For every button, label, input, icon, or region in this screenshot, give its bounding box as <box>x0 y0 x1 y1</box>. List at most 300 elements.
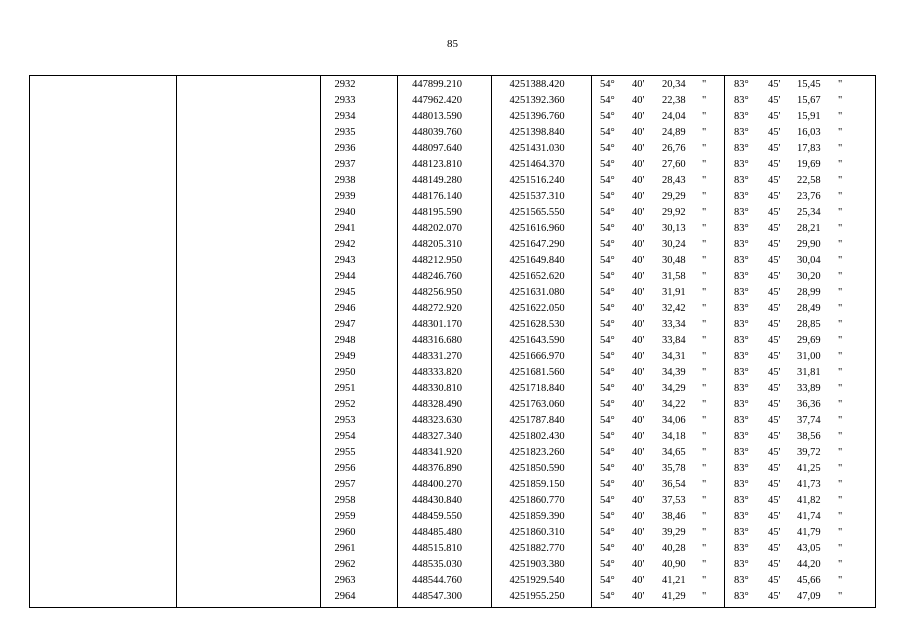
point-number: 2942 <box>334 239 356 250</box>
longitude-seconds-mark: " <box>838 447 843 458</box>
longitude-minutes: 45' <box>768 543 781 554</box>
latitude-seconds-mark: " <box>702 383 707 394</box>
point-number: 2947 <box>334 319 356 330</box>
x-coordinate: 448330.810 <box>412 383 462 394</box>
latitude-seconds-mark: " <box>702 127 707 138</box>
latitude-seconds: 41,29 <box>662 591 686 602</box>
longitude-seconds-mark: " <box>838 255 843 266</box>
x-coordinate: 448195.590 <box>412 207 462 218</box>
longitude-degrees: 83° <box>734 591 749 602</box>
x-coordinate: 448327.340 <box>412 431 462 442</box>
longitude-seconds: 29,90 <box>797 239 821 250</box>
longitude-seconds: 28,21 <box>797 223 821 234</box>
latitude-degrees: 54° <box>600 111 615 122</box>
point-number: 2958 <box>334 495 356 506</box>
point-number: 2957 <box>334 479 356 490</box>
longitude-minutes: 45' <box>768 495 781 506</box>
latitude-seconds-mark: " <box>702 527 707 538</box>
latitude-degrees: 54° <box>600 511 615 522</box>
latitude-seconds: 24,89 <box>662 127 686 138</box>
longitude-degrees: 83° <box>734 335 749 346</box>
latitude-minutes: 40' <box>632 143 645 154</box>
latitude-minutes: 40' <box>632 159 645 170</box>
latitude-degrees: 54° <box>600 95 615 106</box>
table-row <box>30 509 875 525</box>
longitude-minutes: 45' <box>768 335 781 346</box>
table-row <box>30 237 875 253</box>
longitude-seconds: 41,79 <box>797 527 821 538</box>
latitude-seconds: 26,76 <box>662 143 686 154</box>
y-coordinate: 4251392.360 <box>509 95 565 106</box>
latitude-minutes: 40' <box>632 511 645 522</box>
y-coordinate: 4251802.430 <box>509 431 565 442</box>
latitude-seconds-mark: " <box>702 111 707 122</box>
longitude-seconds: 39,72 <box>797 447 821 458</box>
point-number: 2950 <box>334 367 356 378</box>
y-coordinate: 4251388.420 <box>509 79 565 90</box>
latitude-seconds-mark: " <box>702 255 707 266</box>
latitude-seconds-mark: " <box>702 495 707 506</box>
longitude-seconds-mark: " <box>838 559 843 570</box>
y-coordinate: 4251859.150 <box>509 479 565 490</box>
longitude-minutes: 45' <box>768 399 781 410</box>
latitude-degrees: 54° <box>600 239 615 250</box>
latitude-minutes: 40' <box>632 111 645 122</box>
longitude-minutes: 45' <box>768 95 781 106</box>
latitude-degrees: 54° <box>600 191 615 202</box>
longitude-seconds-mark: " <box>838 591 843 602</box>
point-number: 2949 <box>334 351 356 362</box>
x-coordinate: 448331.270 <box>412 351 462 362</box>
longitude-minutes: 45' <box>768 591 781 602</box>
longitude-degrees: 83° <box>734 175 749 186</box>
longitude-seconds-mark: " <box>838 207 843 218</box>
latitude-seconds-mark: " <box>702 79 707 90</box>
table-row <box>30 333 875 349</box>
latitude-minutes: 40' <box>632 239 645 250</box>
longitude-seconds: 29,69 <box>797 335 821 346</box>
point-number: 2938 <box>334 175 356 186</box>
longitude-seconds-mark: " <box>838 463 843 474</box>
longitude-minutes: 45' <box>768 255 781 266</box>
table-row <box>30 301 875 317</box>
latitude-minutes: 40' <box>632 575 645 586</box>
longitude-minutes: 45' <box>768 463 781 474</box>
longitude-degrees: 83° <box>734 511 749 522</box>
latitude-minutes: 40' <box>632 367 645 378</box>
latitude-seconds: 30,13 <box>662 223 686 234</box>
longitude-degrees: 83° <box>734 383 749 394</box>
point-number: 2933 <box>334 95 356 106</box>
point-number: 2964 <box>334 591 356 602</box>
page-number: 85 <box>447 38 458 50</box>
x-coordinate: 448176.140 <box>412 191 462 202</box>
latitude-minutes: 40' <box>632 79 645 90</box>
latitude-seconds-mark: " <box>702 543 707 554</box>
table-row <box>30 269 875 285</box>
y-coordinate: 4251643.590 <box>509 335 565 346</box>
latitude-seconds: 27,60 <box>662 159 686 170</box>
y-coordinate: 4251628.530 <box>509 319 565 330</box>
x-coordinate: 448256.950 <box>412 287 462 298</box>
latitude-seconds: 30,24 <box>662 239 686 250</box>
latitude-minutes: 40' <box>632 207 645 218</box>
latitude-seconds-mark: " <box>702 271 707 282</box>
x-coordinate: 448485.480 <box>412 527 462 538</box>
point-number: 2962 <box>334 559 356 570</box>
longitude-minutes: 45' <box>768 383 781 394</box>
longitude-seconds: 31,81 <box>797 367 821 378</box>
x-coordinate: 448544.760 <box>412 575 462 586</box>
point-number: 2960 <box>334 527 356 538</box>
latitude-seconds-mark: " <box>702 447 707 458</box>
latitude-minutes: 40' <box>632 543 645 554</box>
longitude-minutes: 45' <box>768 207 781 218</box>
table-row <box>30 189 875 205</box>
latitude-seconds-mark: " <box>702 143 707 154</box>
latitude-minutes: 40' <box>632 399 645 410</box>
longitude-seconds-mark: " <box>838 239 843 250</box>
longitude-minutes: 45' <box>768 559 781 570</box>
longitude-seconds: 30,04 <box>797 255 821 266</box>
latitude-seconds-mark: " <box>702 431 707 442</box>
latitude-seconds-mark: " <box>702 223 707 234</box>
x-coordinate: 448316.680 <box>412 335 462 346</box>
longitude-minutes: 45' <box>768 415 781 426</box>
longitude-minutes: 45' <box>768 319 781 330</box>
longitude-degrees: 83° <box>734 143 749 154</box>
latitude-degrees: 54° <box>600 79 615 90</box>
longitude-seconds: 19,69 <box>797 159 821 170</box>
y-coordinate: 4251516.240 <box>509 175 565 186</box>
y-coordinate: 4251718.840 <box>509 383 565 394</box>
x-coordinate: 448212.950 <box>412 255 462 266</box>
table-row <box>30 221 875 237</box>
longitude-seconds: 33,89 <box>797 383 821 394</box>
table-row <box>30 557 875 573</box>
table-row <box>30 141 875 157</box>
latitude-seconds: 38,46 <box>662 511 686 522</box>
longitude-minutes: 45' <box>768 111 781 122</box>
latitude-minutes: 40' <box>632 591 645 602</box>
table-row <box>30 381 875 397</box>
point-number: 2956 <box>334 463 356 474</box>
point-number: 2955 <box>334 447 356 458</box>
table-row <box>30 429 875 445</box>
table-row <box>30 317 875 333</box>
latitude-seconds: 30,48 <box>662 255 686 266</box>
longitude-seconds-mark: " <box>838 527 843 538</box>
longitude-degrees: 83° <box>734 287 749 298</box>
point-number: 2953 <box>334 415 356 426</box>
longitude-seconds: 23,76 <box>797 191 821 202</box>
longitude-minutes: 45' <box>768 79 781 90</box>
longitude-degrees: 83° <box>734 479 749 490</box>
longitude-seconds-mark: " <box>838 511 843 522</box>
longitude-seconds-mark: " <box>838 495 843 506</box>
longitude-seconds-mark: " <box>838 143 843 154</box>
y-coordinate: 4251955.250 <box>509 591 565 602</box>
latitude-degrees: 54° <box>600 399 615 410</box>
latitude-minutes: 40' <box>632 303 645 314</box>
point-number: 2946 <box>334 303 356 314</box>
latitude-seconds: 29,92 <box>662 207 686 218</box>
longitude-degrees: 83° <box>734 303 749 314</box>
longitude-seconds: 44,20 <box>797 559 821 570</box>
table-row <box>30 77 875 93</box>
longitude-seconds-mark: " <box>838 175 843 186</box>
table-row <box>30 253 875 269</box>
table-row <box>30 413 875 429</box>
x-coordinate: 448202.070 <box>412 223 462 234</box>
table-row <box>30 173 875 189</box>
longitude-seconds-mark: " <box>838 287 843 298</box>
y-coordinate: 4251431.030 <box>509 143 565 154</box>
latitude-degrees: 54° <box>600 463 615 474</box>
latitude-seconds-mark: " <box>702 415 707 426</box>
longitude-minutes: 45' <box>768 239 781 250</box>
longitude-seconds: 16,03 <box>797 127 821 138</box>
table-row <box>30 349 875 365</box>
latitude-seconds-mark: " <box>702 479 707 490</box>
latitude-minutes: 40' <box>632 479 645 490</box>
longitude-degrees: 83° <box>734 159 749 170</box>
longitude-seconds-mark: " <box>838 399 843 410</box>
longitude-seconds: 15,45 <box>797 79 821 90</box>
latitude-seconds: 34,65 <box>662 447 686 458</box>
x-coordinate: 448547.300 <box>412 591 462 602</box>
latitude-seconds-mark: " <box>702 367 707 378</box>
longitude-seconds-mark: " <box>838 303 843 314</box>
latitude-seconds-mark: " <box>702 159 707 170</box>
latitude-degrees: 54° <box>600 447 615 458</box>
longitude-seconds-mark: " <box>838 335 843 346</box>
longitude-minutes: 45' <box>768 479 781 490</box>
latitude-seconds-mark: " <box>702 351 707 362</box>
coordinates-table <box>29 75 876 608</box>
latitude-degrees: 54° <box>600 223 615 234</box>
y-coordinate: 4251616.960 <box>509 223 565 234</box>
latitude-minutes: 40' <box>632 383 645 394</box>
table-row <box>30 365 875 381</box>
table-row <box>30 205 875 221</box>
latitude-degrees: 54° <box>600 591 615 602</box>
y-coordinate: 4251622.050 <box>509 303 565 314</box>
point-number: 2952 <box>334 399 356 410</box>
latitude-seconds-mark: " <box>702 207 707 218</box>
table-row <box>30 157 875 173</box>
x-coordinate: 447962.420 <box>412 95 462 106</box>
point-number: 2940 <box>334 207 356 218</box>
longitude-seconds-mark: " <box>838 543 843 554</box>
latitude-minutes: 40' <box>632 335 645 346</box>
x-coordinate: 448535.030 <box>412 559 462 570</box>
x-coordinate: 448328.490 <box>412 399 462 410</box>
latitude-degrees: 54° <box>600 207 615 218</box>
latitude-degrees: 54° <box>600 351 615 362</box>
y-coordinate: 4251652.620 <box>509 271 565 282</box>
point-number: 2934 <box>334 111 356 122</box>
table-row <box>30 125 875 141</box>
longitude-seconds-mark: " <box>838 351 843 362</box>
table-row <box>30 285 875 301</box>
y-coordinate: 4251860.310 <box>509 527 565 538</box>
x-coordinate: 448205.310 <box>412 239 462 250</box>
latitude-minutes: 40' <box>632 191 645 202</box>
y-coordinate: 4251763.060 <box>509 399 565 410</box>
longitude-minutes: 45' <box>768 351 781 362</box>
latitude-seconds: 40,28 <box>662 543 686 554</box>
longitude-seconds: 45,66 <box>797 575 821 586</box>
latitude-degrees: 54° <box>600 159 615 170</box>
latitude-minutes: 40' <box>632 127 645 138</box>
longitude-seconds: 41,74 <box>797 511 821 522</box>
x-coordinate: 448123.810 <box>412 159 462 170</box>
longitude-seconds: 28,85 <box>797 319 821 330</box>
longitude-degrees: 83° <box>734 255 749 266</box>
longitude-degrees: 83° <box>734 127 749 138</box>
y-coordinate: 4251787.840 <box>509 415 565 426</box>
latitude-seconds-mark: " <box>702 591 707 602</box>
longitude-seconds: 31,00 <box>797 351 821 362</box>
point-number: 2963 <box>334 575 356 586</box>
point-number: 2932 <box>334 79 356 90</box>
table-row <box>30 461 875 477</box>
point-number: 2951 <box>334 383 356 394</box>
latitude-seconds: 29,29 <box>662 191 686 202</box>
longitude-seconds-mark: " <box>838 431 843 442</box>
latitude-minutes: 40' <box>632 287 645 298</box>
longitude-seconds: 41,25 <box>797 463 821 474</box>
latitude-minutes: 40' <box>632 223 645 234</box>
longitude-minutes: 45' <box>768 575 781 586</box>
latitude-degrees: 54° <box>600 271 615 282</box>
longitude-degrees: 83° <box>734 351 749 362</box>
longitude-minutes: 45' <box>768 511 781 522</box>
longitude-degrees: 83° <box>734 415 749 426</box>
table-row <box>30 493 875 509</box>
longitude-degrees: 83° <box>734 367 749 378</box>
latitude-seconds: 33,84 <box>662 335 686 346</box>
longitude-seconds: 28,99 <box>797 287 821 298</box>
latitude-seconds-mark: " <box>702 239 707 250</box>
latitude-seconds-mark: " <box>702 335 707 346</box>
latitude-seconds: 33,34 <box>662 319 686 330</box>
point-number: 2943 <box>334 255 356 266</box>
latitude-seconds-mark: " <box>702 463 707 474</box>
latitude-seconds: 36,54 <box>662 479 686 490</box>
point-number: 2935 <box>334 127 356 138</box>
latitude-seconds: 37,53 <box>662 495 686 506</box>
x-coordinate: 448430.840 <box>412 495 462 506</box>
latitude-degrees: 54° <box>600 367 615 378</box>
table-body <box>30 76 875 605</box>
point-number: 2941 <box>334 223 356 234</box>
latitude-minutes: 40' <box>632 527 645 538</box>
latitude-degrees: 54° <box>600 527 615 538</box>
table-row <box>30 573 875 589</box>
x-coordinate: 448400.270 <box>412 479 462 490</box>
latitude-seconds: 34,31 <box>662 351 686 362</box>
point-number: 2948 <box>334 335 356 346</box>
latitude-minutes: 40' <box>632 255 645 266</box>
longitude-seconds-mark: " <box>838 191 843 202</box>
longitude-degrees: 83° <box>734 527 749 538</box>
longitude-seconds: 47,09 <box>797 591 821 602</box>
y-coordinate: 4251681.560 <box>509 367 565 378</box>
point-number: 2954 <box>334 431 356 442</box>
latitude-degrees: 54° <box>600 287 615 298</box>
latitude-minutes: 40' <box>632 431 645 442</box>
longitude-seconds-mark: " <box>838 127 843 138</box>
table-row <box>30 445 875 461</box>
longitude-seconds: 30,20 <box>797 271 821 282</box>
latitude-seconds-mark: " <box>702 191 707 202</box>
latitude-seconds-mark: " <box>702 303 707 314</box>
latitude-degrees: 54° <box>600 143 615 154</box>
x-coordinate: 448515.810 <box>412 543 462 554</box>
longitude-degrees: 83° <box>734 559 749 570</box>
longitude-seconds: 22,58 <box>797 175 821 186</box>
latitude-seconds-mark: " <box>702 575 707 586</box>
longitude-degrees: 83° <box>734 111 749 122</box>
longitude-minutes: 45' <box>768 159 781 170</box>
longitude-minutes: 45' <box>768 303 781 314</box>
longitude-seconds-mark: " <box>838 319 843 330</box>
x-coordinate: 448376.890 <box>412 463 462 474</box>
latitude-degrees: 54° <box>600 255 615 266</box>
x-coordinate: 448323.630 <box>412 415 462 426</box>
longitude-seconds: 36,36 <box>797 399 821 410</box>
longitude-seconds-mark: " <box>838 479 843 490</box>
longitude-seconds-mark: " <box>838 367 843 378</box>
y-coordinate: 4251398.840 <box>509 127 565 138</box>
longitude-minutes: 45' <box>768 143 781 154</box>
longitude-seconds: 41,73 <box>797 479 821 490</box>
longitude-minutes: 45' <box>768 287 781 298</box>
latitude-seconds: 40,90 <box>662 559 686 570</box>
latitude-seconds: 34,39 <box>662 367 686 378</box>
latitude-degrees: 54° <box>600 543 615 554</box>
longitude-degrees: 83° <box>734 399 749 410</box>
x-coordinate: 448039.760 <box>412 127 462 138</box>
longitude-degrees: 83° <box>734 431 749 442</box>
point-number: 2937 <box>334 159 356 170</box>
latitude-minutes: 40' <box>632 271 645 282</box>
longitude-degrees: 83° <box>734 79 749 90</box>
longitude-seconds-mark: " <box>838 383 843 394</box>
x-coordinate: 448341.920 <box>412 447 462 458</box>
y-coordinate: 4251666.970 <box>509 351 565 362</box>
point-number: 2945 <box>334 287 356 298</box>
longitude-seconds: 15,91 <box>797 111 821 122</box>
latitude-seconds-mark: " <box>702 287 707 298</box>
longitude-minutes: 45' <box>768 191 781 202</box>
y-coordinate: 4251649.840 <box>509 255 565 266</box>
point-number: 2961 <box>334 543 356 554</box>
x-coordinate: 447899.210 <box>412 79 462 90</box>
x-coordinate: 448097.640 <box>412 143 462 154</box>
latitude-minutes: 40' <box>632 415 645 426</box>
longitude-minutes: 45' <box>768 527 781 538</box>
longitude-degrees: 83° <box>734 95 749 106</box>
longitude-degrees: 83° <box>734 543 749 554</box>
x-coordinate: 448246.760 <box>412 271 462 282</box>
latitude-degrees: 54° <box>600 175 615 186</box>
longitude-seconds: 37,74 <box>797 415 821 426</box>
latitude-minutes: 40' <box>632 463 645 474</box>
y-coordinate: 4251882.770 <box>509 543 565 554</box>
